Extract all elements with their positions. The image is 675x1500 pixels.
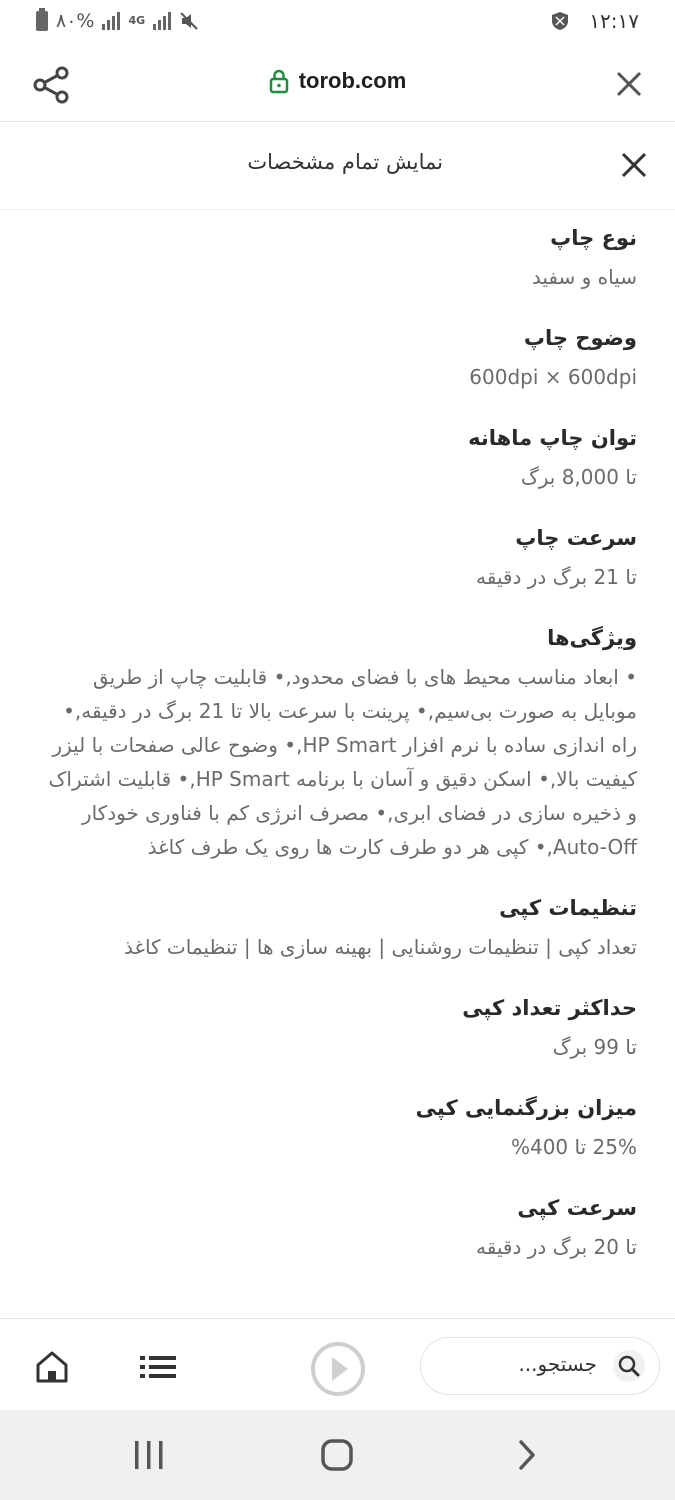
mute-icon [179, 11, 199, 31]
spec-value: تعداد کپی | تنظیمات روشنایی | بهینه سازی ها | تنظیمات کاغذ [124, 935, 637, 959]
home-nav-icon[interactable] [320, 1438, 354, 1472]
back-icon[interactable] [512, 1438, 542, 1472]
spec-value: 25% تا 400% [510, 1135, 637, 1159]
spec-label: سرعت چاپ [515, 526, 637, 550]
spec-label: ویژگی‌ها [547, 626, 637, 650]
close-icon[interactable] [613, 68, 645, 100]
spec-value: تا 20 برگ در دقیقه [476, 1235, 637, 1259]
url-text: torob.com [298, 68, 407, 93]
spec-item [40, 1190, 637, 1264]
spec-item [40, 620, 637, 864]
spec-item [40, 520, 637, 594]
spec-item [40, 890, 637, 964]
search-input[interactable] [420, 1337, 660, 1395]
spec-item [40, 420, 637, 494]
recent-apps-icon[interactable] [132, 1440, 166, 1470]
status-bar [0, 0, 675, 46]
spec-item [40, 220, 637, 294]
spec-label: وضوح چاپ [523, 326, 637, 350]
close-dialog-icon[interactable] [619, 150, 649, 180]
spec-label: میزان بزرگنمایی کپی [415, 1096, 637, 1120]
spec-value: • ابعاد مناسب محیط های با فضای محدود,• قابلیت چاپ از طریق موبایل به صورت بی‌سیم,• پرینت با سرعت بالا تا 21 برگ در دقیقه,• راه اندازی ساده با نرم افزار HP Smart,• وضوح عالی صفحات با لیزر کیفیت بالا,• اسکن دقیق و آسان با برنامه HP Smart,• قابلیت اشتراک و ذخیره سازی در فضای ابری,• مصرف انرژی کم با فناوری خودکار Auto-Off,• کپی هر دو طرف کارت ها روی یک طرف کاغذ [48, 665, 637, 859]
search-icon[interactable] [613, 1350, 645, 1382]
signal-icon [102, 12, 120, 30]
spec-value: 600dpi × 600dpi [469, 365, 637, 389]
play-icon[interactable] [310, 1341, 366, 1397]
spec-value: سیاه و سفید [531, 265, 637, 289]
list-icon[interactable] [138, 1349, 178, 1385]
spec-value: تا 99 برگ [552, 1035, 637, 1059]
spec-label: تنظیمات کپی [499, 896, 637, 920]
specs-list [40, 220, 637, 1290]
spec-label: نوع چاپ [550, 226, 637, 250]
status-left [36, 10, 199, 32]
network-type: 4G [128, 14, 146, 27]
dialog-header [0, 122, 675, 210]
signal-icon-2 [153, 12, 171, 30]
spec-item [40, 990, 637, 1064]
spec-value: تا 21 برگ در دقیقه [476, 565, 637, 589]
spec-item [40, 320, 637, 394]
system-nav-bar [0, 1410, 675, 1500]
dialog-title: نمایش تمام مشخصات [247, 150, 443, 174]
spec-label: حداکثر تعداد کپی [462, 996, 637, 1020]
battery-icon [36, 11, 48, 31]
spec-label: سرعت کپی [517, 1196, 637, 1220]
lock-icon [269, 68, 289, 94]
shield-icon [549, 10, 571, 32]
spec-item [40, 1090, 637, 1164]
bottom-toolbar [0, 1318, 675, 1410]
status-right [549, 9, 639, 33]
spec-label: توان چاپ ماهانه [468, 426, 637, 450]
battery-level: ۸۰% [56, 10, 95, 32]
home-icon[interactable] [34, 1349, 70, 1385]
browser-toolbar [0, 46, 675, 122]
address-bar[interactable] [0, 68, 675, 94]
clock: ۱۲:۱۷ [589, 9, 639, 33]
search-placeholder: جستجو... [518, 1352, 597, 1376]
spec-value: تا 8,000 برگ [520, 465, 637, 489]
